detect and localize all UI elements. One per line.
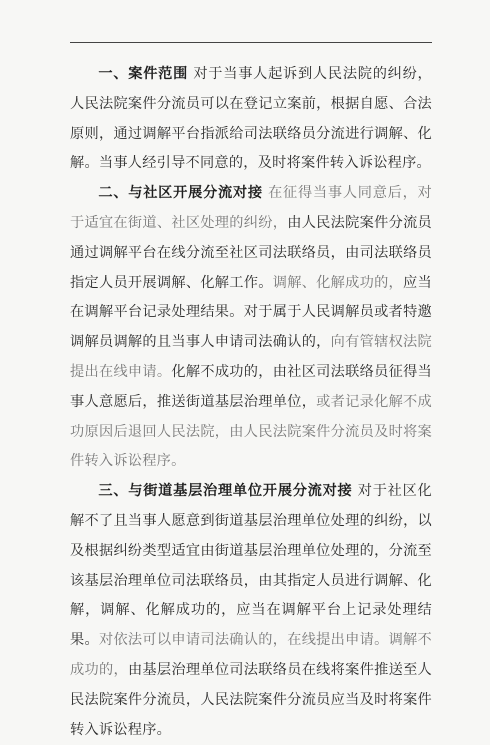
section-3 bbox=[70, 477, 432, 745]
section-1-text-0: 对于当事人起诉到人民法院的纠纷，人民法院案件分流员可以在登记立案前，根据自愿、合法原则，通过调解平台指派给司法联络员分流进行调解、化解。当事人经引导不同意的，及时将案件转入诉讼程序。 bbox=[70, 66, 432, 172]
section-3-heading: 三、与街道基层治理单位开展分流对接 bbox=[98, 483, 353, 500]
section-2-text-6: 或者记录化解不成功原因后退回人民法院，由人民法院案件分流员及时将案件转入诉讼程序。 bbox=[70, 393, 432, 470]
header-rule bbox=[70, 42, 432, 43]
section-2-text-3: 应当在调解平台记录处理结果。对于属于人民调解员或者特邀调解员调解的且当事人申请司法确认的， bbox=[70, 274, 432, 351]
section-3-text-2: 由基层治理单位司法联络员在线将案件推送至人民法院案件分流员，人民法院案件分流员应当及时将案件转入诉讼程序。 bbox=[70, 661, 432, 738]
section-3-text-0: 对于社区化解不了且当事人愿意到街道基层治理单位处理的纠纷，以及根据纠纷类型适宜由街道基层治理单位处理的，分流至该基层治理单位司法联络员，由其指定人员进行调解、化解，调解、化解成功的，应当在调解平台上记录处理结果。 bbox=[70, 483, 432, 649]
section-1-heading: 一、案件范围 bbox=[98, 66, 189, 82]
section-2-text-5: 化解不成功的，由社区司法联络员征得当事人意愿后，推送街道基层治理单位， bbox=[70, 363, 432, 410]
section-2-text-0: 在征得当事人同意后，对于适宜在街道、社区处理的纠纷， bbox=[70, 185, 432, 231]
section-1 bbox=[70, 60, 432, 179]
section-3-text-1: 对依法可以申请司法确认的，在线提出申请。调解不成功的， bbox=[70, 632, 432, 678]
section-2-heading: 二、与社区开展分流对接 bbox=[98, 185, 263, 202]
section-2 bbox=[70, 179, 432, 477]
section-2-text-2: 调解、化解成功的， bbox=[272, 274, 404, 291]
document-body bbox=[70, 60, 432, 745]
section-2-text-1: 由人民法院案件分流员通过调解平台在线分流至社区司法联络员，由司法联络员指定人员开展调解、化解工作。 bbox=[70, 214, 432, 291]
section-2-text-4: 向有管辖权法院提出在线申请。 bbox=[70, 334, 432, 380]
